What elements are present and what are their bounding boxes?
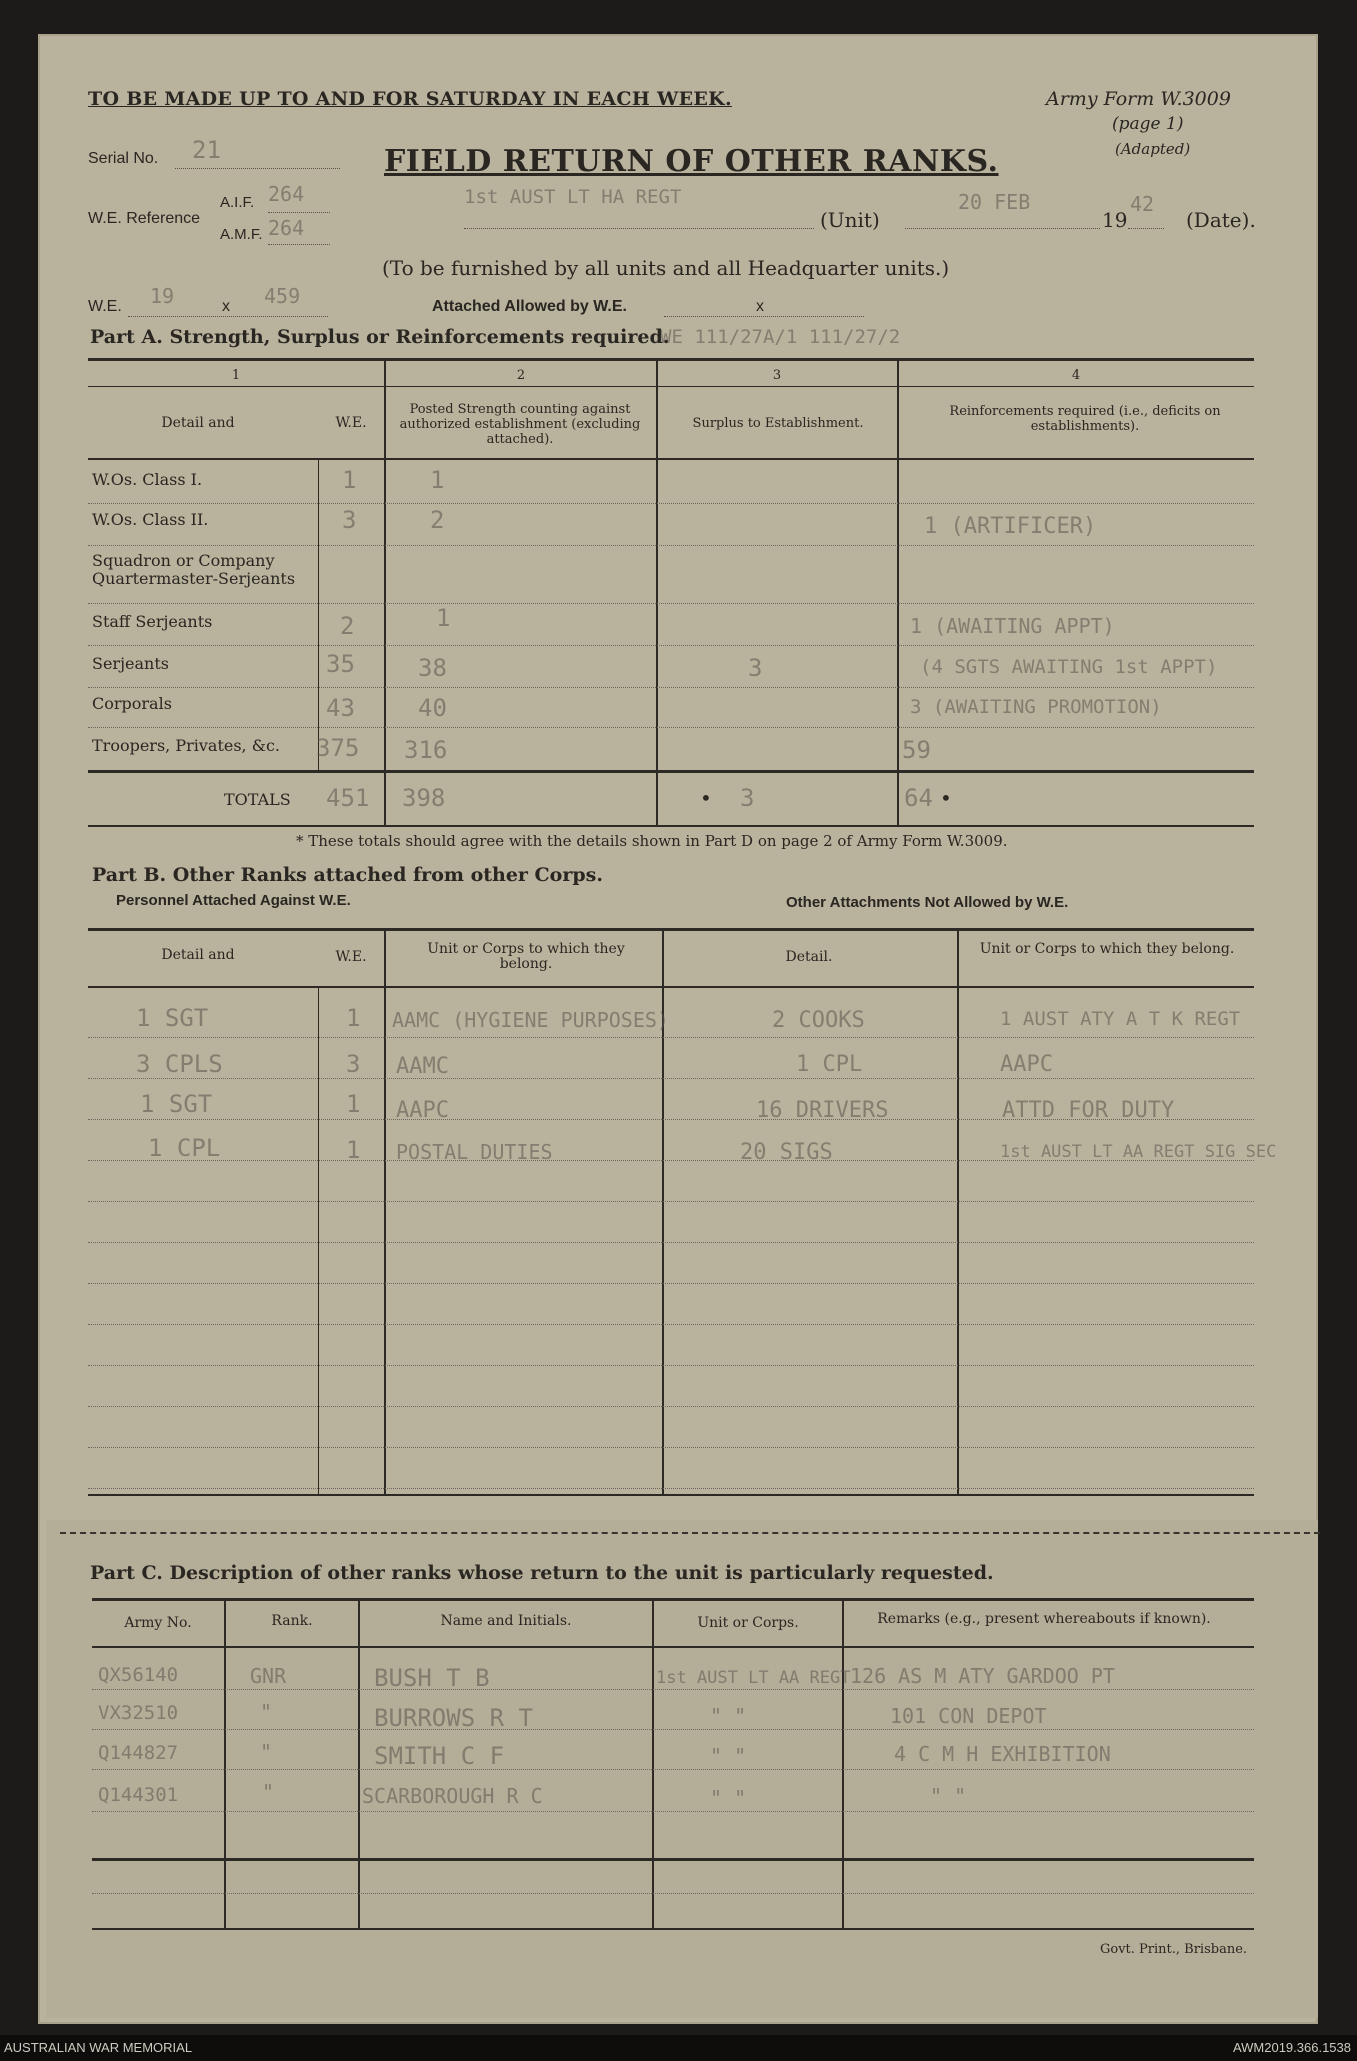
part-b-row2-unit: AAMC — [396, 1054, 449, 1079]
col-head-reinf: Reinforcements required (i.e., deficits on establishments). — [949, 404, 1221, 434]
total-surplus-asterisk: • — [700, 786, 712, 810]
part-c-row2-remarks: 101 CON DEPOT — [890, 1704, 1047, 1728]
row-label-wo1: W.Os. Class I. — [92, 470, 203, 489]
row-we-sgt: 35 — [326, 650, 355, 678]
part-c-row2-armyno: VX32510 — [98, 1702, 179, 1724]
col-num-3: 3 — [772, 368, 782, 383]
we-reference-label: W.E. Reference — [88, 210, 201, 227]
part-b-row4-unit: POSTAL DUTIES — [396, 1140, 553, 1164]
page-number: (page 1) — [1112, 114, 1184, 134]
row-surplus-sgt: 3 — [748, 654, 763, 682]
attached-x: x — [756, 298, 764, 315]
part-c-ruled-line — [92, 1810, 1254, 1812]
part-c-row3-name: SMITH C F — [374, 1742, 505, 1770]
date-value: 20 FEB — [958, 190, 1031, 214]
part-c-vline-1 — [224, 1600, 226, 1930]
part-b-row4-detail: 1 CPL — [148, 1134, 221, 1162]
part-a-row-rule-3 — [88, 602, 1254, 604]
part-b-ruled-line — [88, 1282, 1254, 1284]
part-b-ruled-line — [88, 1446, 1254, 1448]
attached-field — [664, 300, 864, 317]
year-prefix: 19 — [1102, 208, 1128, 232]
adapted-label: (Adapted) — [1115, 140, 1191, 158]
part-c-ruled-line — [92, 1892, 1254, 1894]
aif-label: A.I.F. — [220, 194, 255, 211]
part-b-row3-unit2: ATTD FOR DUTY — [1002, 1098, 1175, 1123]
part-a-row-rule-2 — [88, 544, 1254, 546]
year-value: 42 — [1130, 192, 1155, 216]
part-b-ruled-line — [88, 1323, 1254, 1325]
part-b-row1-detail: 1 SGT — [136, 1004, 209, 1032]
part-b-row1-detail2: 2 COOKS — [772, 1008, 865, 1033]
part-b-head-unit2: Unit or Corps to which they belong. — [979, 941, 1235, 957]
part-c-row1-remarks: 126 AS M ATY GARDOO PT — [850, 1664, 1115, 1688]
part-b-row1-unit2: 1 AUST ATY A T K REGT — [1000, 1008, 1241, 1030]
serial-label: Serial No. — [88, 150, 159, 167]
part-c-head-name: Name and Initials. — [440, 1613, 572, 1629]
part-b-ruled-line — [88, 1200, 1254, 1202]
part-b-ruled-line — [88, 1036, 1254, 1038]
part-b-ruled-line — [88, 1077, 1254, 1079]
col-head-detail: Detail and — [161, 415, 235, 431]
form-title: FIELD RETURN OF OTHER RANKS. — [384, 144, 999, 179]
part-c-head-unit: Unit or Corps. — [697, 1615, 799, 1631]
part-b-head-detail: Detail and — [161, 947, 235, 963]
part-c-row4-name: SCARBOROUGH R C — [362, 1784, 543, 1808]
part-c-row3-unit: " " — [710, 1744, 747, 1768]
part-c-row3-rank: " — [260, 1740, 273, 1764]
total-reinf: 64 — [904, 784, 933, 812]
part-b-row3-detail2: 16 DRIVERS — [756, 1098, 889, 1123]
totals-label: TOTALS — [224, 790, 291, 809]
row-label-ssgt: Staff Serjeants — [92, 612, 213, 631]
part-c-row1-rank: GNR — [250, 1664, 287, 1688]
part-b-row1-unit: AAMC (HYGIENE PURPOSES) — [392, 1008, 669, 1032]
part-b-row2-detail: 3 CPLS — [136, 1050, 223, 1078]
we-label: W.E. — [88, 298, 122, 315]
part-a-footnote: * These totals should agree with the details shown in Part D on page 2 of Army Form W.3009. — [296, 832, 1008, 850]
footer-left: AUSTRALIAN WAR MEMORIAL — [4, 2040, 193, 2055]
part-a-top-rule — [88, 358, 1254, 361]
part-b-vline-1 — [384, 930, 386, 1494]
amf-value: 264 — [268, 216, 305, 240]
part-a-row-rule-5 — [88, 686, 1254, 688]
part-b-ruled-line — [88, 1118, 1254, 1120]
col-num-4: 4 — [1071, 368, 1081, 383]
amf-label: A.M.F. — [220, 226, 263, 243]
part-b-header-rule — [88, 986, 1254, 988]
part-a-vline-2 — [656, 360, 658, 826]
row-we-ssgt: 2 — [340, 612, 355, 640]
part-c-head-rank: Rank. — [271, 1613, 313, 1629]
unit-value: 1st AUST LT HA REGT — [464, 186, 682, 208]
col-head-posted: Posted Strength counting against authorized establishment (excluding attached). — [399, 402, 641, 447]
row-label-cqms: Squadron or Company Quartermaster-Serjeants — [92, 551, 296, 588]
furnished-note: (To be furnished by all units and all Headquarter units.) — [382, 256, 950, 280]
part-b-ruled-line — [88, 1159, 1254, 1161]
part-c-header-rule — [92, 1646, 1254, 1648]
tear-line — [60, 1532, 1320, 1534]
part-b-head-detail2: Detail. — [785, 949, 833, 965]
part-c-row4-unit: " " — [710, 1786, 747, 1810]
date-label: (Date). — [1186, 208, 1256, 232]
total-we: 451 — [326, 784, 370, 812]
part-c-row2-name: BURROWS R T — [374, 1704, 533, 1732]
total-posted: 398 — [402, 784, 446, 812]
part-c-bottom-rule — [92, 1928, 1254, 1930]
serial-value: 21 — [192, 136, 221, 164]
part-b-heading: Part B. Other Ranks attached from other Corps. — [92, 864, 603, 886]
row-posted-wo1: 1 — [430, 466, 445, 494]
part-b-row4-we: 1 — [346, 1136, 361, 1164]
part-c-row4-rank: " — [262, 1780, 275, 1804]
row-label-pte: Troopers, Privates, &c. — [92, 736, 281, 755]
instruction-heading: TO BE MADE UP TO AND FOR SATURDAY IN EACH WEEK. — [88, 88, 732, 110]
row-reinf-cpl: 3 (AWAITING PROMOTION) — [910, 696, 1162, 718]
part-b-ruled-line — [88, 1487, 1254, 1489]
part-c-vline-2 — [358, 1600, 360, 1930]
part-c-heading: Part C. Description of other ranks whose return to the unit is particularly requested. — [90, 1562, 994, 1584]
row-label-cpl: Corporals — [92, 694, 172, 713]
we-value-2: 459 — [264, 284, 301, 308]
part-b-row3-unit: AAPC — [396, 1098, 449, 1123]
row-reinf-pte: 59 — [902, 736, 931, 764]
attached-allowed-label: Attached Allowed by W.E. — [432, 298, 627, 315]
part-b-row1-we: 1 — [346, 1004, 361, 1032]
part-a-bottom-rule — [88, 825, 1254, 827]
row-posted-cpl: 40 — [418, 694, 447, 722]
col-num-1: 1 — [231, 368, 241, 383]
part-b-head-unit: Unit or Corps to which they belong. — [427, 941, 625, 972]
part-b-row3-detail: 1 SGT — [140, 1090, 213, 1118]
part-b-row3-we: 1 — [346, 1090, 361, 1118]
part-a-header-rule — [88, 458, 1254, 460]
part-b-ruled-line — [88, 1241, 1254, 1243]
total-surplus: 3 — [740, 784, 755, 812]
part-b-bottom-rule — [88, 1494, 1254, 1496]
aif-value: 264 — [268, 182, 305, 206]
part-b-sub-right: Other Attachments Not Allowed by W.E. — [786, 894, 1069, 911]
row-label-sgt: Serjeants — [92, 654, 169, 673]
part-b-row4-unit2: 1st AUST LT AA REGT SIG SEC — [1000, 1142, 1277, 1162]
part-c-ruled-line — [92, 1728, 1254, 1730]
unit-label: (Unit) — [820, 208, 880, 232]
part-b-row2-we: 3 — [346, 1050, 361, 1078]
part-c-ruled-line — [92, 1688, 1254, 1690]
unit-field — [464, 210, 814, 229]
part-a-row-rule-6 — [88, 726, 1254, 728]
part-c-mid-rule — [92, 1858, 1254, 1861]
we-x: x — [222, 298, 230, 315]
part-c-row2-unit: " " — [710, 1704, 747, 1728]
part-c-row4-remarks: " " — [930, 1784, 967, 1808]
part-b-sub-left: Personnel Attached Against W.E. — [116, 892, 351, 909]
part-c-head-remarks: Remarks (e.g., present whereabouts if known). — [877, 1611, 1211, 1627]
part-b-head-we: W.E. — [335, 949, 367, 965]
row-reinf-sgt: (4 SGTS AWAITING 1st APPT) — [920, 656, 1218, 678]
part-b-row2-detail2: 1 CPL — [796, 1052, 863, 1077]
army-form-number: Army Form W.3009 — [1046, 88, 1231, 110]
part-c-row1-unit: 1st AUST LT AA REGT — [656, 1668, 851, 1688]
part-c-ruled-line — [92, 1768, 1254, 1770]
part-c-row3-remarks: 4 C M H EXHIBITION — [894, 1742, 1111, 1766]
row-posted-pte: 316 — [404, 736, 448, 764]
part-c-row1-name: BUSH T B — [374, 1664, 490, 1692]
row-posted-ssgt: 1 — [436, 604, 451, 632]
archive-footer — [0, 2035, 1357, 2061]
part-a-num-rule — [88, 386, 1254, 387]
part-c-vline-3 — [652, 1600, 654, 1930]
part-c-head-armyno: Army No. — [124, 1615, 192, 1631]
part-b-row2-unit2: AAPC — [1000, 1052, 1053, 1077]
row-we-wo2: 3 — [342, 506, 357, 534]
col-head-we: W.E. — [335, 415, 367, 431]
part-b-row4-detail2: 20 SIGS — [740, 1140, 833, 1165]
row-we-wo1: 1 — [342, 466, 357, 494]
part-b-vline-3 — [957, 930, 959, 1494]
row-we-cpl: 43 — [326, 694, 355, 722]
part-a-totals-rule — [88, 770, 1254, 773]
row-we-pte: 375 — [316, 734, 360, 762]
part-c-row3-armyno: Q144827 — [98, 1742, 179, 1764]
part-b-top-rule — [88, 928, 1254, 931]
footer-right: AWM2019.366.1538 — [1232, 2040, 1351, 2055]
row-posted-sgt: 38 — [418, 654, 447, 682]
printer-imprint: Govt. Print., Brisbane. — [1100, 1942, 1248, 1957]
row-reinf-wo2: 1 (ARTIFICER) — [924, 514, 1097, 539]
part-c-row4-armyno: Q144301 — [98, 1784, 179, 1806]
part-c-row2-rank: " — [260, 1700, 273, 1724]
we-value-1: 19 — [150, 284, 175, 308]
part-a-row-rule-4 — [88, 644, 1254, 646]
part-a-heading: Part A. Strength, Surplus or Reinforcements required. — [90, 326, 670, 348]
part-c-top-rule — [92, 1598, 1254, 1601]
col-head-surplus: Surplus to Establishment. — [692, 416, 864, 431]
col-num-2: 2 — [516, 368, 526, 383]
row-reinf-ssgt: 1 (AWAITING APPT) — [910, 614, 1115, 638]
row-label-wo2: W.Os. Class II. — [92, 510, 209, 529]
part-a-row-rule-1 — [88, 502, 1254, 504]
margin-note: WE 111/27A/1 111/27/2 — [660, 326, 901, 348]
part-b-ruled-line — [88, 1364, 1254, 1366]
part-a-vline-3 — [897, 360, 899, 826]
total-reinf-asterisk: • — [940, 786, 952, 810]
part-a-vline-1 — [384, 360, 386, 826]
part-c-row1-armyno: QX56140 — [98, 1664, 179, 1686]
row-posted-wo2: 2 — [430, 506, 445, 534]
part-c-vline-4 — [842, 1600, 844, 1930]
part-b-ruled-line — [88, 1405, 1254, 1407]
